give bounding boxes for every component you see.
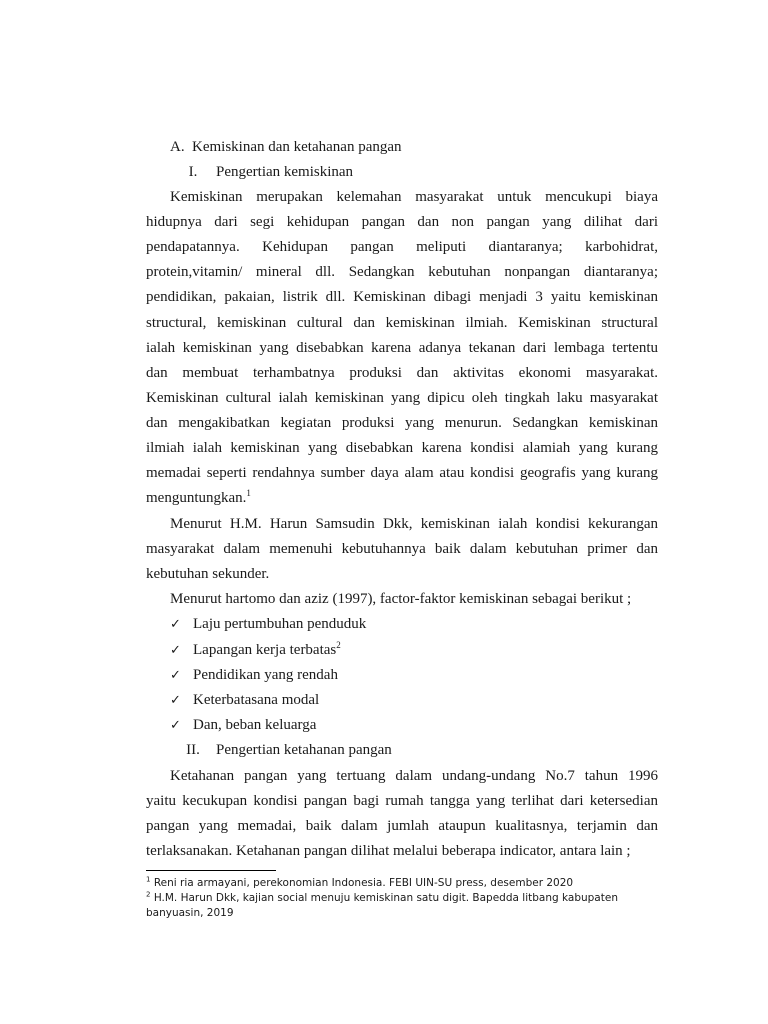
footnote-number: 1: [146, 875, 151, 884]
paragraph-line: Menurut H.M. Harun Samsudin Dkk, kemiskinan ialah kondisi kekurangan: [170, 516, 658, 532]
checklist-item: [170, 691, 682, 710]
footnote-continuation: banyuasin, 2019: [146, 907, 234, 919]
paragraph-line: protein,vitamin/ mineral dll. Sedangkan kebutuhan nonpangan diantaranya;: [146, 264, 658, 280]
footnote: [146, 876, 658, 891]
subsection-marker: I.: [188, 164, 198, 180]
checklist-item-text: Dan, beban keluarga: [193, 717, 317, 733]
checklist-item: [170, 615, 682, 634]
paragraph-text: menguntungkan.: [146, 490, 247, 506]
paragraph-line: hidupnya dari segi kehidupan pangan dan non pangan yang dilihat dari: [146, 214, 658, 230]
footnote-text: Reni ria armayani, perekonomian Indonesia. FEBI UIN-SU press, desember 2020: [153, 877, 574, 889]
subsection-title: Pengertian kemiskinan: [216, 164, 354, 180]
paragraph-line: masyarakat dalam memenuhi kebutuhannya baik dalam kebutuhan primer dan: [146, 541, 658, 557]
checklist-item: [170, 716, 682, 735]
section-title: Kemiskinan dan ketahanan pangan: [192, 139, 402, 155]
footnote-text: H.M. Harun Dkk, kajian social menuju kemiskinan satu digit. Bapedda litbang kabupaten: [153, 892, 618, 904]
paragraph-line: yaitu kecukupan kondisi pangan bagi rumah tangga yang terlihat dari ketersedian: [146, 793, 658, 809]
checkmark-icon: ✓: [170, 643, 181, 658]
checkmark-icon: ✓: [170, 718, 181, 733]
paragraph-line: ialah kemiskinan yang disebabkan karena adanya tekanan dari lembaga tertentu: [146, 340, 658, 356]
paragraph-line: pendapatannya. Kehidupan pangan meliputi diantaranya; karbohidrat,: [146, 239, 658, 255]
footnote: [146, 891, 658, 906]
subsection-title: Pengertian ketahanan pangan: [216, 742, 392, 758]
checklist-item-text: Laju pertumbuhan penduduk: [193, 616, 367, 632]
paragraph-line-last: kebutuhan sekunder.: [146, 566, 270, 582]
paragraph-line: dan mengakibatkan kegiatan produksi yang menurun. Sedangkan kemiskinan: [146, 415, 658, 431]
paragraph-line: structural, kemiskinan cultural dan kemiskinan ilmiah. Kemiskinan structural: [146, 315, 658, 331]
checkmark-icon: ✓: [170, 617, 181, 632]
section-marker: A.: [170, 139, 185, 155]
paragraph-line: Kemiskinan merupakan kelemahan masyarakat untuk mencukupi biaya: [170, 189, 658, 205]
checklist-item-text: Pendidikan yang rendah: [193, 667, 338, 683]
footnote-separator: [146, 870, 276, 871]
subsection-heading-ii: [170, 741, 682, 759]
section-heading-a: [170, 138, 682, 156]
paragraph-line: Ketahanan pangan yang tertuang dalam undang-undang No.7 tahun 1996: [170, 768, 658, 784]
checklist-item: [170, 666, 682, 685]
paragraph-line-last: terlaksanakan. Ketahanan pangan dilihat melalui beberapa indicator, antara lain ;: [146, 843, 631, 859]
checkmark-icon: ✓: [170, 693, 181, 708]
paragraph-line: pendidikan, pakaian, listrik dll. Kemiskinan dibagi menjadi 3 yaitu kemiskinan: [146, 289, 658, 305]
checklist-item-text: Lapangan kerja terbatas: [193, 642, 337, 658]
paragraph-line: ilmiah ialah kemiskinan yang disebabkan karena kondisi alamiah yang kurang: [146, 440, 658, 456]
paragraph-line: pangan yang memadai, baik dalam jumlah ataupun kualitasnya, terjamin dan: [146, 818, 658, 834]
footnote-ref[interactable]: 1: [246, 488, 251, 498]
paragraph-line: memadai seperti rendahnya sumber daya alam atau kondisi geografis yang kurang: [146, 465, 658, 481]
paragraph-line: dan membuat terhambatnya produksi dan aktivitas ekonomi masyarakat.: [146, 365, 658, 381]
subsection-marker: II.: [186, 742, 200, 758]
paragraph-line: Kemiskinan cultural ialah kemiskinan yang dipicu oleh tingkah laku masyarakat: [146, 390, 658, 406]
paragraph-line: Menurut hartomo dan aziz (1997), factor-faktor kemiskinan sebagai berikut ;: [170, 591, 632, 607]
checkmark-icon: ✓: [170, 668, 181, 683]
footnote-number: 2: [146, 890, 151, 899]
footnote-ref[interactable]: 2: [336, 640, 341, 650]
checklist-item: [170, 641, 682, 660]
paragraph-line-last: [146, 489, 658, 507]
checklist-item-text: Keterbatasana modal: [193, 692, 320, 708]
subsection-heading-i: [170, 163, 682, 181]
